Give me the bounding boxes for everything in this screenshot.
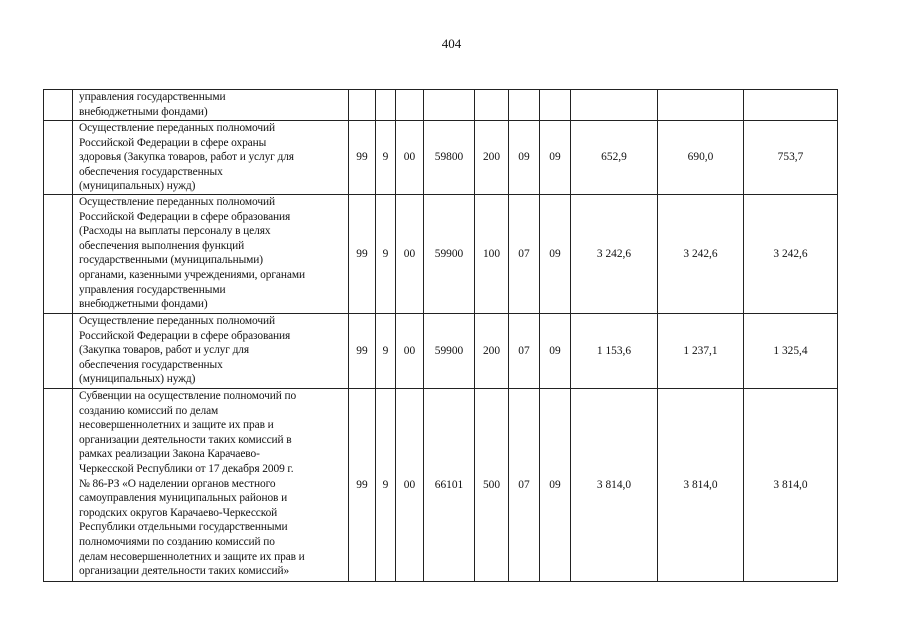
code-direction: 66101 (424, 389, 475, 582)
code-expense-type: 200 (475, 121, 509, 195)
table-row (44, 90, 838, 121)
code-measure (396, 90, 424, 121)
code-program: 99 (349, 121, 376, 195)
table-row (44, 121, 838, 195)
code-subsection (540, 90, 571, 121)
code-direction (424, 90, 475, 121)
code-subsection: 09 (540, 314, 571, 389)
amount-year-3: 3 242,6 (744, 195, 838, 314)
code-program: 99 (349, 195, 376, 314)
code-subsection: 09 (540, 389, 571, 582)
code-program: 99 (349, 389, 376, 582)
code-program: 99 (349, 314, 376, 389)
code-section: 07 (509, 314, 540, 389)
row-marker-cell (44, 121, 73, 195)
amount-year-2 (658, 90, 744, 121)
code-expense-type: 500 (475, 389, 509, 582)
row-marker-cell (44, 389, 73, 582)
amount-year-1: 652,9 (571, 121, 658, 195)
code-expense-type (475, 90, 509, 121)
amount-year-3: 1 325,4 (744, 314, 838, 389)
code-direction: 59900 (424, 195, 475, 314)
amount-year-1: 3 814,0 (571, 389, 658, 582)
row-description: Субвенции на осуществление полномочий по созданию комиссий по делам несовершеннолетних и защите их прав и организации деятельности таких комиссий в рамках реализации Закона Карачаево- Черкесской Республики от 17 декабря 2009 г. № 86-РЗ «О наделении органов местного самоуправления муниципальных районов и городских округов Карачаево-Черкесской Республики отдельными государственными полномочиями по созданию комиссий по делам несовершеннолетних и защите их прав и организации деятельности таких комиссий» (73, 389, 349, 582)
code-expense-type: 100 (475, 195, 509, 314)
code-section (509, 90, 540, 121)
amount-year-1 (571, 90, 658, 121)
budget-table (43, 89, 838, 582)
code-measure: 00 (396, 314, 424, 389)
row-description: Осуществление переданных полномочий Российской Федерации в сфере образования (Закупка товаров, работ и услуг для обеспечения государственных (муниципальных) нужд) (73, 314, 349, 389)
page-number: 404 (441, 36, 462, 51)
amount-year-3: 3 814,0 (744, 389, 838, 582)
code-expense-type: 200 (475, 314, 509, 389)
amount-year-2: 690,0 (658, 121, 744, 195)
amount-year-1: 3 242,6 (571, 195, 658, 314)
code-section: 09 (509, 121, 540, 195)
code-direction: 59800 (424, 121, 475, 195)
code-direction: 59900 (424, 314, 475, 389)
code-subsection: 09 (540, 195, 571, 314)
row-description: Осуществление переданных полномочий Российской Федерации в сфере охраны здоровья (Закупка товаров, работ и услуг для обеспечения государственных (муниципальных) нужд) (73, 121, 349, 195)
amount-year-2: 3 814,0 (658, 389, 744, 582)
code-measure: 00 (396, 121, 424, 195)
row-description: Осуществление переданных полномочий Российской Федерации в сфере образования (Расходы на выплаты персоналу в целях обеспечения выполнения функций государственными (муниципальными) органами, казенными учреждениями, органами управления государственными внебюджетными фондами) (73, 195, 349, 314)
code-section: 07 (509, 195, 540, 314)
code-subprogram: 9 (376, 314, 396, 389)
table-row (44, 389, 838, 582)
table-row (44, 195, 838, 314)
code-subprogram: 9 (376, 195, 396, 314)
row-marker-cell (44, 195, 73, 314)
amount-year-1: 1 153,6 (571, 314, 658, 389)
code-program (349, 90, 376, 121)
code-subprogram: 9 (376, 121, 396, 195)
code-subprogram: 9 (376, 389, 396, 582)
amount-year-2: 3 242,6 (658, 195, 744, 314)
code-section: 07 (509, 389, 540, 582)
row-marker-cell (44, 314, 73, 389)
code-subsection: 09 (540, 121, 571, 195)
code-measure: 00 (396, 195, 424, 314)
code-subprogram (376, 90, 396, 121)
amount-year-2: 1 237,1 (658, 314, 744, 389)
row-description: управления государственными внебюджетными фондами) (73, 90, 349, 121)
amount-year-3: 753,7 (744, 121, 838, 195)
code-measure: 00 (396, 389, 424, 582)
table-row (44, 314, 838, 389)
row-marker-cell (44, 90, 73, 121)
amount-year-3 (744, 90, 838, 121)
